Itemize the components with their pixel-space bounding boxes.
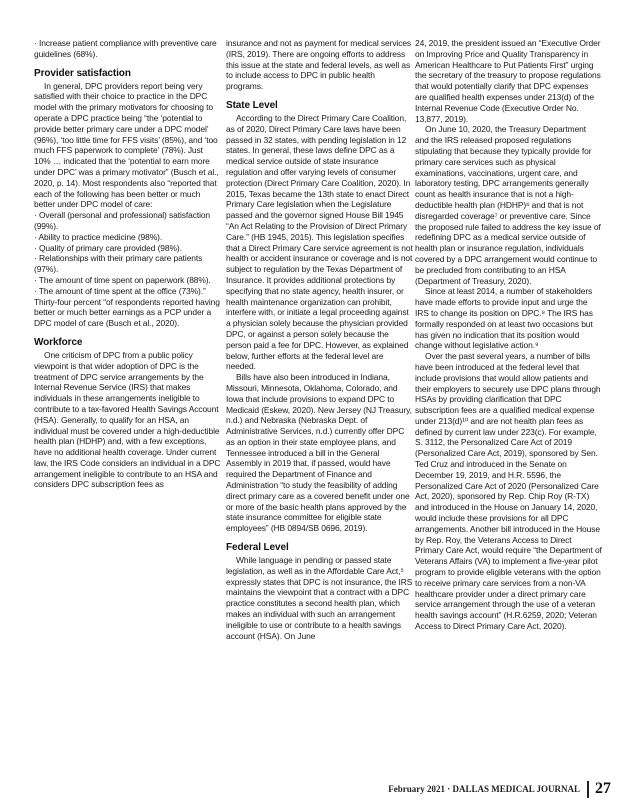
bullet-item: · Increase patient compliance with preventive care guidelines (68%). — [34, 38, 217, 59]
column-right — [415, 38, 602, 632]
section-heading: Provider satisfaction — [34, 67, 131, 79]
bullet-item: · Overall (personal and professional) satisfaction (99%). — [34, 210, 211, 231]
footer-date: February 2021 — [388, 784, 445, 794]
paragraph: 24, 2019, the president issued an “Executive Order on Improving Price and Quality Transparency in American Healthcare to Put Patients First” urging the secretary of the treasury to propose regulations that would potentially clarify that DPC expenses are qualified health expenses under 213(d) of the Internal Revenue Code (Executive Order No. 13,877, 2019). — [415, 38, 601, 124]
column-middle — [226, 38, 413, 641]
footer-separator: · — [447, 784, 451, 794]
paragraph: Over the past several years, a number of bills have been introduced at the federal level that include provisions that would allow patients and their employers to securely use DPC plans through HSAs by providing clarification that DPC subscription fees are a qualified medical expense under 213(d)¹⁰ and are not health plan fees as defined by current law under 223(c). For example, S. 3112, the Personalized Care Act of 2019 (Personalized Care Act, 2019), sponsored by Sen. Ted Cruz and introduced in the Senate on December 19, 2019, and H.R. 5596, the Personalized Care Act of 2020 (Personalized Care Act, 2020), sponsored by Rep. Chip Roy (R-TX) and introduced in the House on January 14, 2020, would include these provisions for all DPC arrangements. Another bill introduced in the House by Rep. Roy, the Veterans Access to Direct Primary Care Act, would require “the Department of Veterans Affairs (VA) to implement a five-year pilot program to provide eligible veterans with the option to receive primary care services from a non-VA healthcare provider under a direct primary care service arrangement through the use of a veteran health savings account” (H.R.6259, 2020; Veteran Access to Direct Primary Care Act, 2020). — [415, 351, 602, 632]
paragraph: According to the Direct Primary Care Coalition, as of 2020, Direct Primary Care laws have been passed in 32 states, with pending legislation in 12 states. In general, these laws define DPC as a medical service outside of state insurance regulation and offer varying levels of consumer protection (Direct Primary Care Coalition, 2020). In 2015, Texas became the 13th state to enact Direct Primary Care legislation when the Legislature passed and the governor signed House Bill 1945 “An Act Relating to the Provision of Direct Primary Care.” (HB 1945, 2015). This legislation specifies that a Direct Primary Care service agreement is not health or accident insurance or coverage and is not subject to regulation by the Texas Department of Insurance. It provides additional protections by specifying that no state agency, health insurer, or health maintenance organization can prohibit, interfere with, or initiate a legal proceeding against a physician solely because the physician provided DPC, or against a person solely because the person paid a fee for DPC. However, as explained below, further efforts at the federal level are needed. — [226, 112, 413, 372]
bullet-item: · Quality of primary care provided (98%). — [34, 242, 182, 253]
section-heading: Federal Level — [226, 542, 289, 554]
bullet-item: · Ability to practice medicine (98%). — [34, 231, 163, 242]
column-left — [34, 38, 221, 490]
footer-issue — [388, 784, 580, 794]
section-heading: State Level — [226, 99, 278, 111]
paragraph: Since at least 2014, a number of stakeholders have made efforts to provide input and urge the IRS to change its position on DPC.⁸ The IRS has formally responded on at least two occasions but has given no indication that its position would change without legislative action.⁹ — [415, 286, 593, 351]
page-number: 27 — [595, 780, 611, 797]
paragraph: Bills have also been introduced in Indiana, Missouri, Minnesota, Oklahoma, Colorado, and Iowa that include provisions to expand DPC to Medicaid (Eskew, 2020). New Jersey (NJ Treasury, n.d.) and Nebraska (Nebraska Dept. of Administrative Services, n.d.) currently offer DPC as an option in their state employee plans, and Tennessee introduced a bill in the General Assembly in 2019 that, if passed, would have required the Department of Finance and Administration “to study the feasibility of adding direct primary care as a covered benefit under one or more of the basic health plans approved by the state insurance committee for eligible state employees” (HB 0894/SB 0696, 2019). — [226, 372, 412, 534]
paragraph: insurance and not as payment for medical services (IRS, 2019). There are ongoing efforts to address this issue at the state and federal levels, as well as to include access to DPC in public health programs. — [226, 38, 412, 92]
paragraph: One criticism of DPC from a public policy viewpoint is that wider adoption of DPC is the treatment of DPC service arrangements by the Internal Revenue Service (IRS) that makes individuals in these arrangements ineligible to contribute to a tax-favored Health Savings Account (HSA). Generally, to qualify for an HSA, an individual must be covered under a high-deductible health plan (HDHP) and, with a few exceptions, have no additional health coverage. Under current law, the IRS Code considers an individual in a DPC arrangement ineligible to contribute to an HSA and considers DPC subscription fees as — [34, 349, 221, 490]
bullet-item: · Relationships with their primary care patients (97%). — [34, 253, 203, 275]
footer-divider — [587, 781, 589, 798]
bullet-item: · The amount of time spent on paperwork (88%). — [34, 274, 211, 285]
page-footer — [388, 780, 611, 798]
section-heading: Workforce — [34, 336, 83, 348]
bullet-item: · The amount of time spent at the office (73%).” Thirty-four percent “of respondents reported having better or much better earnings as a PCP under a DPC model of care (Busch et al., 2020). — [34, 285, 220, 329]
paragraph: In general, DPC providers report being very satisfied with their choice to practice in the DPC model with the primary motivators for choosing to operate a DPC practice being “the ‘potential to provide better primary care under a DPC model’ (96%), ‘too little time for FFS visits’ (85%), and ‘too much FFS paperwork to complete’ (78%). Just 10% … indicated that the ‘potential to earn more under DPC’ was a primary motivator” (Busch et al., 2020, p. 14). Most respondents also “reported that each of the following has been better or much better under DPC model of care: — [34, 80, 219, 210]
footer-journal: DALLAS MEDICAL JOURNAL — [452, 784, 580, 794]
paragraph: On June 10, 2020, the Treasury Department and the IRS released proposed regulations stipulating that because they typically provide for primary care services such as physical examinations, vaccinations, urgent care, and laboratory testing, DPC arrangements generally count as health insurance that is not a high-deductible health plan (HDHP)⁶ and that is not disregarded coverage⁷ or preventive care. Since the proposed rule failed to address the key issue of redefining DPC as a medical service outside of health plan or insurance regulation, individuals covered by a DPC arrangement would continue to be precluded from contributing to an HSA (Department of Treasury, 2020). — [415, 124, 601, 286]
paragraph: While language in pending or passed state legislation, as well as in the Affordable Care Act,⁵ expressly states that DPC is not insurance, the IRS maintains the viewpoint that a contract with a DPC practice constitutes a second health plan, which makes an individual with such an arrangement ineligible to use or contribute to a health savings account (HSA). On June — [226, 555, 413, 641]
